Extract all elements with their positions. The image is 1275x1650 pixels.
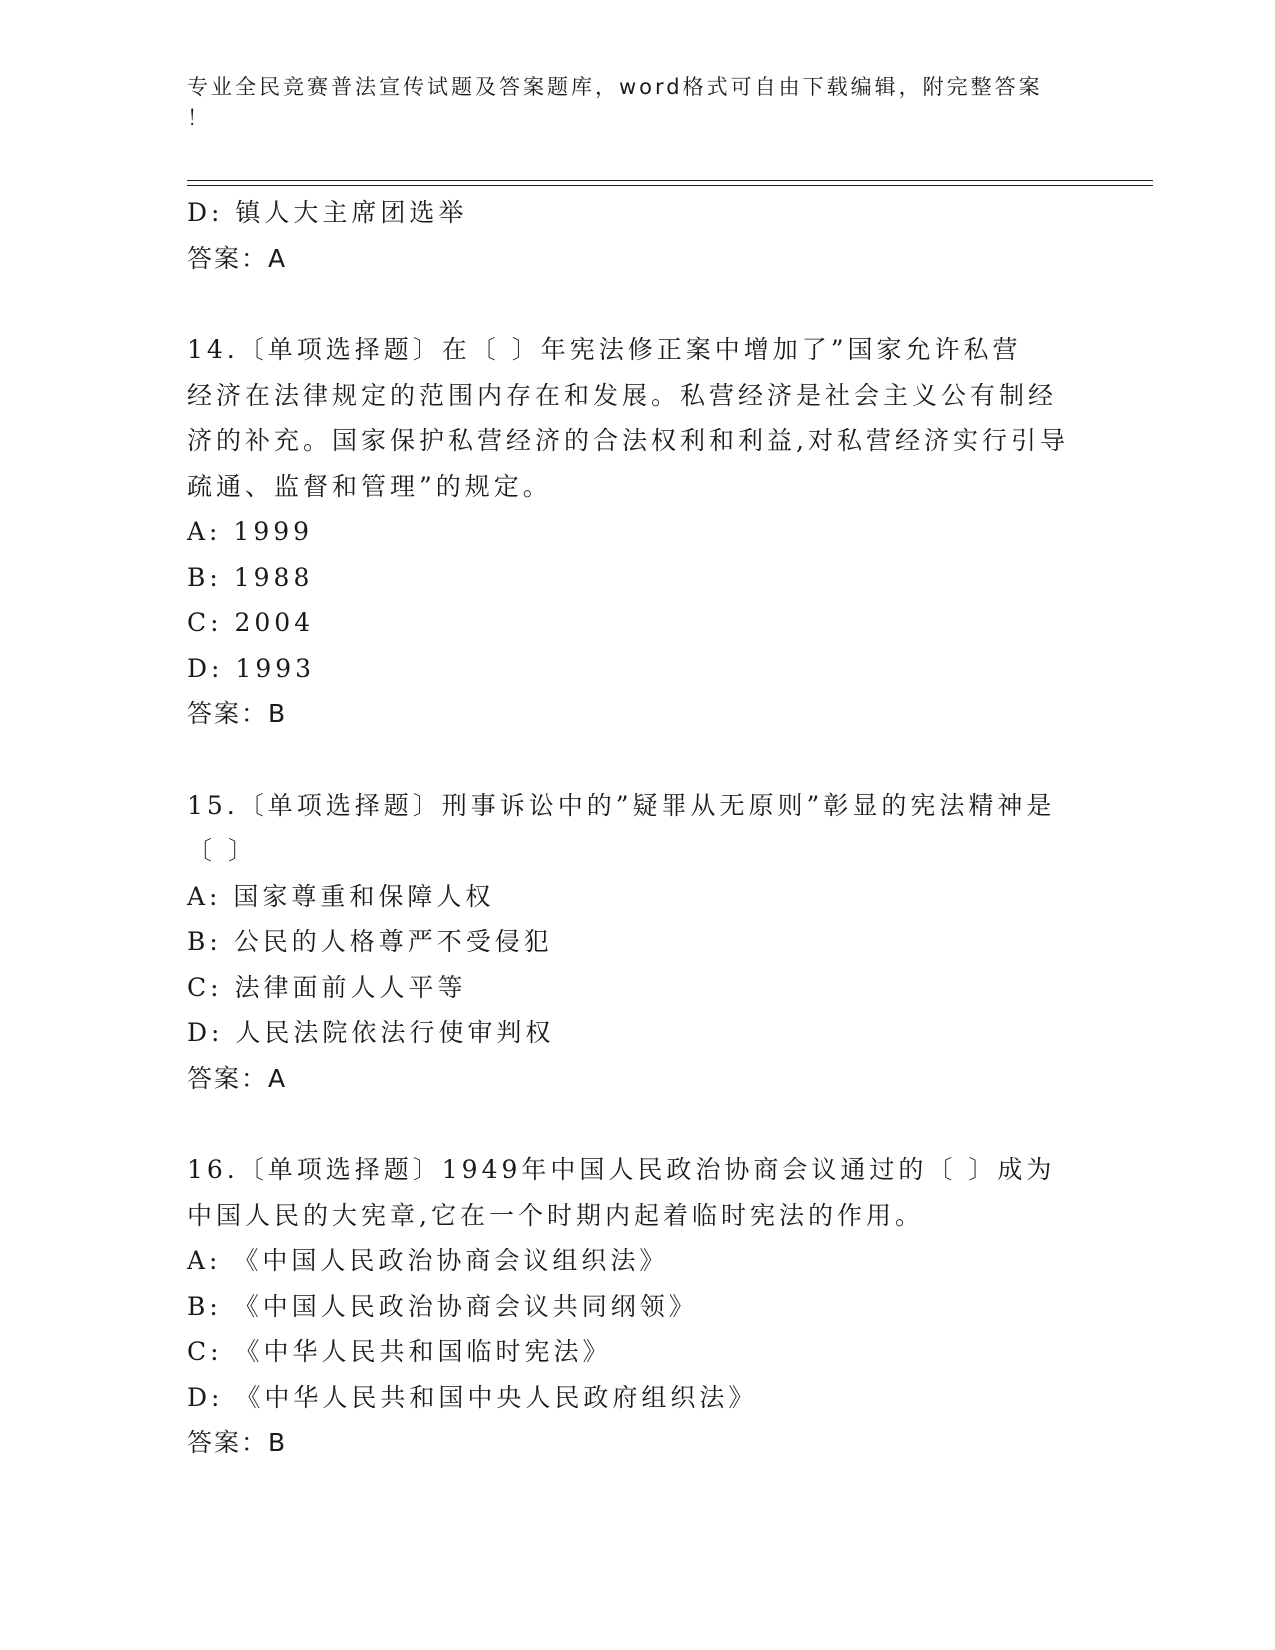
- option-c: C: 2004: [187, 608, 315, 637]
- question-text-line: 15.〔单项选择题〕刑事诉讼中的”疑罪从无原则”彰显的宪法精神是: [187, 790, 1056, 820]
- header-rule-top: [187, 180, 1153, 181]
- header-rule-bottom: [187, 185, 1153, 186]
- question-text-line: 经济在法律规定的范围内存在和发展。私营经济是社会主义公有制经: [187, 380, 1058, 410]
- option-c: C: 法律面前人人平等: [187, 972, 467, 1002]
- header-text-line-1: 专业全民竞赛普法宣传试题及答案题库，word格式可自由下载编辑，附完整答案: [187, 75, 1043, 99]
- answer-line: 答案：A: [187, 1063, 288, 1093]
- question-text-line: 〔 〕: [187, 836, 257, 865]
- question-15: [187, 783, 1087, 1102]
- option-a: A: 1999: [187, 517, 314, 546]
- question-text-line: 16.〔单项选择题〕1949年中国人民政治协商会议通过的〔 〕成为: [187, 1155, 1056, 1184]
- option-c: C: 《中华人民共和国临时宪法》: [187, 1337, 612, 1366]
- option-d: D: 人民法院依法行使审判权: [187, 1018, 555, 1047]
- question-text-line: 济的补充。国家保护私营经济的合法权利和利益,对私营经济实行引导: [187, 426, 1069, 455]
- answer-line: 答案：B: [187, 699, 288, 728]
- option-b: B: 《中国人民政治协商会议共同纲领》: [187, 1291, 698, 1321]
- option-b: B: 公民的人格尊严不受侵犯: [187, 927, 553, 956]
- question-list: [187, 190, 1087, 1466]
- answer-line: 答案：B: [187, 1428, 288, 1457]
- option-b: B: 1988: [187, 562, 314, 592]
- question-text-line: 14.〔单项选择题〕在〔 〕年宪法修正案中增加了”国家允许私营: [187, 335, 1022, 364]
- answer-line: 答案：A: [187, 243, 288, 273]
- option-d: D: 《中华人民共和国中央人民政府组织法》: [187, 1382, 758, 1412]
- document-header: [187, 72, 1067, 134]
- question-13-tail: [187, 190, 1087, 281]
- option-d: D: 镇人大主席团选举: [187, 198, 468, 227]
- option-a: A: 国家尊重和保障人权: [187, 881, 495, 911]
- question-text-line: 中国人民的大宪章,它在一个时期内起着临时宪法的作用。: [187, 1200, 924, 1230]
- option-a: A: 《中国人民政治协商会议组织法》: [187, 1246, 669, 1275]
- question-text-line: 疏通、监督和管理”的规定。: [187, 471, 552, 501]
- header-text-line-2: ！: [187, 106, 211, 130]
- question-14: [187, 327, 1087, 737]
- option-d: D: 1993: [187, 653, 316, 683]
- question-16: [187, 1147, 1087, 1466]
